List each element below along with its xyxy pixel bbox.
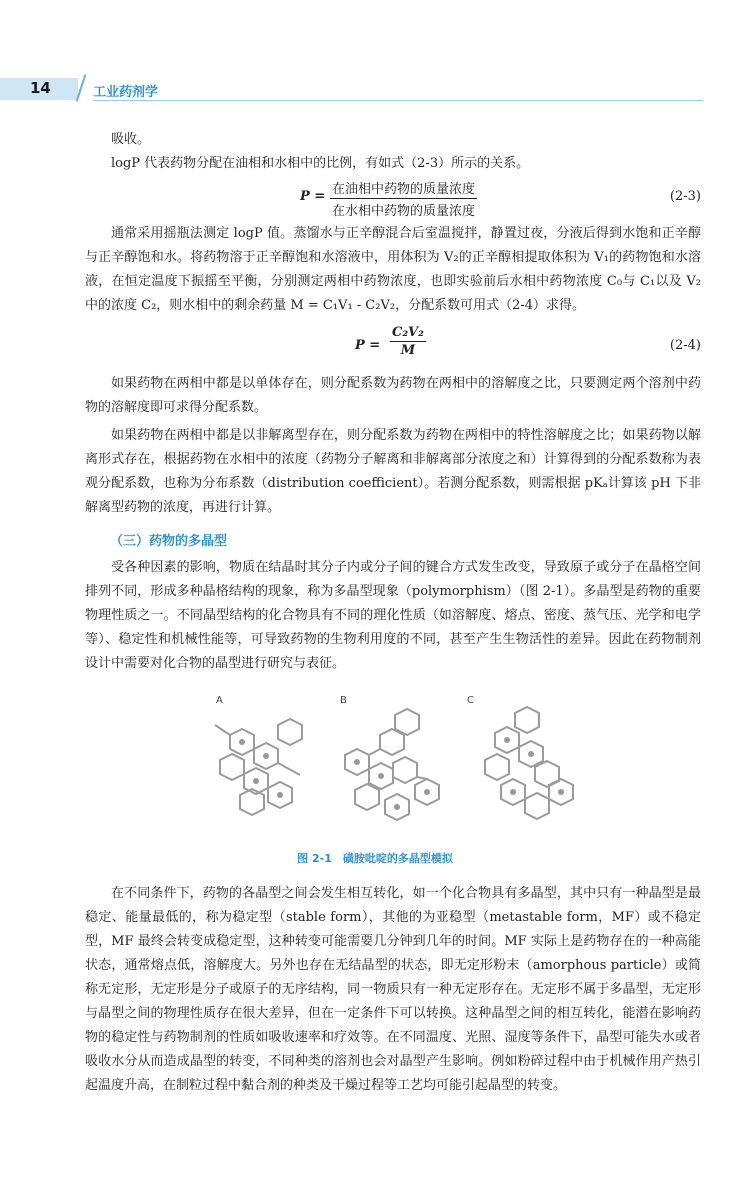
figure-caption: 图 2-1 磺胺吡啶的多晶型模拟 [297, 852, 453, 865]
section-heading: （三）药物的多晶型 [110, 534, 228, 549]
figure-label-a: A [216, 695, 223, 706]
equation-numerator: 在油相中药物的质量浓度 [330, 178, 477, 199]
paragraph-7: 在不同条件下，药物的各晶型之间会发生相互转化，如一个化合物具有多晶型，其中只有一种晶型是最稳定、能量最低的，称为稳定型（stable form），其他的为亚稳型（metastable form，MF）或不稳定型，MF 最终会转变成稳定型，这种转变可能需要几分钟到几年的时间。MF 实际上是药物存在的一种高能状态，通常熔点低，溶解度大。另外也存在无结晶型的状态，即无定形粉末（amorphous particle）或简称无定形，无定形是分子或原子的无序结构，同一物质只有一种无定形存在。无定形不属于多晶型，无定形与晶型之间的物理性质存在很大差异，但在一定条件下可以转换。这种晶型之间的相互转化，能潜在影响药物的稳定性与药物制剂的性质如吸收速率和疗效等。在不同温度、光照、湿度等条件下，晶型可能失水或者吸收水分从而造成晶型的转变，不同种类的溶剂也会对晶型产生影响。例如粉碎过程中由于机械作用产热引起温度升高，在制粒过程中黏合剂的种类及干燥过程等工艺均可能引起晶型的转变。 [85, 886, 701, 1093]
running-title: 工业药剂学 [93, 85, 159, 100]
equation-2-3 [85, 178, 701, 218]
paragraph-3: 通常采用摇瓶法测定 logP 值。蒸馏水与正辛醇混合后室温搅拌，静置过夜，分液后得到水饱和正辛醇与正辛醇饱和水。将药物溶于正辛醇饱和水溶液中，用体积为 V₂的正辛醇相提取体积为 V₁的药物饱和水溶液，在恒定温度下振摇至平衡，分别测定两相中药物浓度，也即实验前后水相中药物浓度 C₀与 C₁以及 V₂中的浓度 C₂，则水相中的剩余药量 M = C₁V₁ - C₂V₂，分配系数可用式（2-4）求得。 [85, 226, 701, 313]
crystal-model-b [325, 705, 450, 835]
equation-number: (2-4) [669, 338, 701, 353]
paragraph-1: 吸收。 [111, 132, 151, 147]
figure-label-c: C [467, 695, 474, 706]
equation-fraction [390, 325, 426, 358]
crystal-model-c [465, 705, 585, 830]
equation-lhs: P = [355, 338, 381, 353]
paragraph-2: logP 代表药物分配在油相和水相中的比例，有如式（2-3）所示的关系。 [111, 156, 530, 171]
equation-denominator: M [400, 343, 416, 358]
crystal-model-a [200, 705, 320, 830]
equation-numerator: C₂V₂ [392, 325, 424, 340]
equation-fraction [330, 178, 477, 219]
paragraph-6: 受各种因素的影响，物质在结晶时其分子内或分子间的键合方式发生改变，导致原子或分子在晶格空间排列不同，形成多种晶格结构的现象，称为多晶型现象（polymorphism）（图 2-1）。多晶型是药物的重要物理性质之一。不同晶型结构的化合物具有不同的理化性质（如溶解度、熔点、密度、蒸气压、光学和电学等）、稳定性和机械性能等，可导致药物的生物利用度的不同，甚至产生生物活性的差异。因此在药物制剂设计中需要对化合物的晶型进行研究与表征。 [85, 560, 701, 671]
page-number: 14 [30, 79, 51, 97]
figure-label-b: B [340, 695, 347, 706]
paragraph-5: 如果药物在两相中都是以非解离型存在，则分配系数为药物在两相中的特性溶解度之比；如果药物以解离形式存在，根据药物在水相中的浓度（药物分子解离和非解离部分浓度之和）计算得到的分配系数称为表观分配系数，也称为分布系数（distribution coefficient）。若测分配系数，则需根据 pKₐ计算该 pH 下非解离型药物的浓度，再进行计算。 [85, 428, 701, 515]
header-rule [93, 100, 703, 101]
equation-number: (2-3) [669, 189, 701, 204]
equation-lhs: P = [300, 189, 326, 204]
equation-denominator: 在水相中药物的质量浓度 [332, 204, 476, 219]
paragraph-4: 如果药物在两相中都是以单体存在，则分配系数为药物在两相中的溶解度之比，只要测定两个溶剂中药物的溶解度即可求得分配系数。 [85, 376, 701, 415]
equation-2-4 [85, 325, 701, 365]
